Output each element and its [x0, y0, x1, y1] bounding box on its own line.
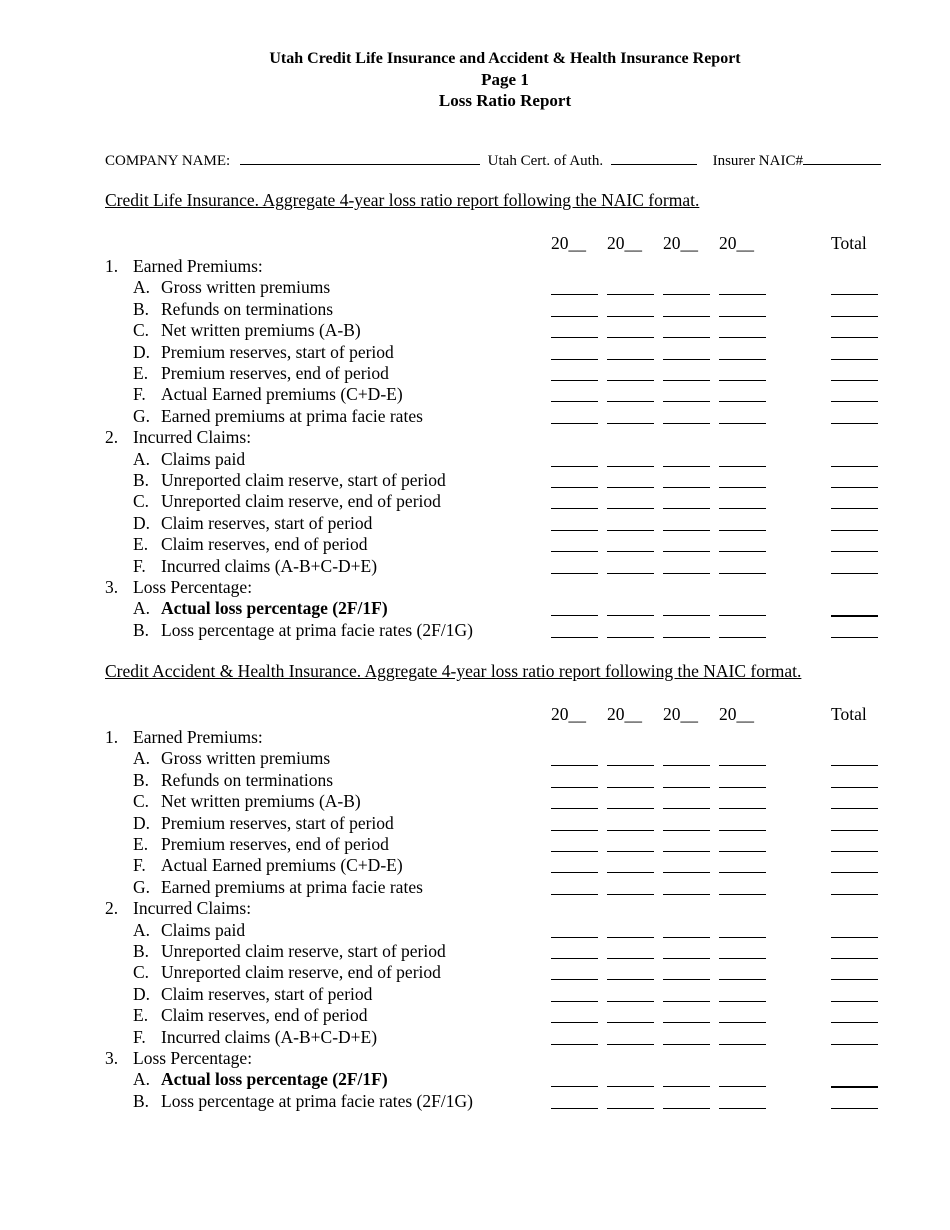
total-value-blank[interactable]	[831, 359, 878, 360]
line-item-letter: A.	[133, 1069, 151, 1090]
year-value-blank[interactable]	[663, 401, 710, 402]
line-item-row	[0, 791, 950, 813]
report-page-number: Page 1	[481, 70, 529, 89]
line-item-letter: A.	[133, 448, 151, 469]
line-item-letter: A.	[133, 598, 151, 619]
group-row	[0, 1048, 950, 1070]
year-value-blank[interactable]	[663, 487, 710, 488]
year-value-blank[interactable]	[607, 894, 654, 895]
year-value-blank[interactable]	[551, 573, 598, 574]
group-number: 3.	[105, 1048, 119, 1068]
line-item-letter: E.	[133, 363, 149, 383]
total-value-blank[interactable]	[831, 765, 878, 766]
year-value-blank[interactable]	[551, 551, 598, 552]
group-number: 2.	[105, 898, 119, 919]
year-value-blank[interactable]	[607, 487, 654, 488]
year-value-blank[interactable]	[719, 337, 766, 338]
year-value-blank[interactable]	[551, 894, 598, 895]
total-value-blank[interactable]	[831, 573, 878, 574]
line-item-row	[0, 1091, 950, 1113]
total-value-blank[interactable]	[831, 530, 878, 531]
line-item-row	[0, 984, 950, 1006]
year-value-blank[interactable]	[551, 1022, 598, 1023]
line-item-row	[0, 491, 950, 513]
line-item-label: Earned premiums at prima facie rates	[161, 405, 423, 426]
group-label: Earned Premiums:	[133, 727, 263, 747]
year-value-blank[interactable]	[719, 787, 766, 788]
total-value-blank[interactable]	[831, 830, 878, 831]
year-value-blank[interactable]	[551, 615, 598, 616]
company-name-field[interactable]	[240, 152, 480, 165]
line-item-letter: A.	[133, 919, 151, 940]
year-value-blank[interactable]	[719, 551, 766, 552]
line-item-letter: F.	[133, 855, 146, 876]
total-value-blank[interactable]	[831, 551, 878, 552]
line-item-row	[0, 320, 950, 342]
line-item-row	[0, 962, 950, 984]
year-value-blank[interactable]	[551, 979, 598, 980]
year-column-header: 20__	[663, 233, 698, 253]
total-value-blank[interactable]	[831, 466, 878, 467]
year-value-blank[interactable]	[663, 1108, 710, 1109]
line-item-row	[0, 384, 950, 406]
year-value-blank[interactable]	[719, 359, 766, 360]
year-value-blank[interactable]	[551, 1108, 598, 1109]
year-value-blank[interactable]	[663, 337, 710, 338]
year-value-blank[interactable]	[607, 508, 654, 509]
line-item-row	[0, 363, 950, 385]
line-item-label: Actual loss percentage (2F/1F)	[161, 598, 388, 619]
line-item-row	[0, 598, 950, 620]
line-item-letter: C.	[133, 962, 150, 983]
line-item-letter: A.	[133, 277, 151, 298]
line-item-letter: B.	[133, 619, 150, 640]
total-column-header: Total	[831, 704, 867, 724]
year-value-blank[interactable]	[663, 1086, 710, 1087]
report-subtitle: Loss Ratio Report	[438, 91, 572, 110]
year-value-blank[interactable]	[663, 423, 710, 424]
total-value-blank[interactable]	[831, 979, 878, 980]
total-value-blank[interactable]	[831, 1044, 878, 1045]
year-value-blank[interactable]	[607, 380, 654, 381]
group-row	[0, 577, 950, 599]
year-value-blank[interactable]	[719, 530, 766, 531]
line-item-row	[0, 620, 950, 642]
line-item-row	[0, 299, 950, 321]
line-item-row	[0, 920, 950, 942]
year-column-header: 20__	[607, 233, 642, 253]
year-value-blank[interactable]	[551, 808, 598, 809]
total-value-blank[interactable]	[831, 401, 878, 402]
line-item-row	[0, 855, 950, 877]
year-value-blank[interactable]	[719, 423, 766, 424]
line-item-label: Claim reserves, start of period	[161, 983, 373, 1004]
group-row	[0, 427, 950, 449]
total-value-blank[interactable]	[831, 1108, 878, 1109]
year-value-blank[interactable]	[663, 359, 710, 360]
line-item-letter: D.	[133, 341, 151, 362]
cert-auth-label: Utah Cert. of Auth.	[487, 153, 604, 169]
line-item-row	[0, 941, 950, 963]
year-value-blank[interactable]	[719, 615, 766, 616]
year-column-header: 20__	[719, 233, 754, 253]
line-item-label: Claims paid	[161, 919, 246, 940]
year-value-blank[interactable]	[719, 294, 766, 295]
year-value-blank[interactable]	[663, 872, 710, 873]
year-value-blank[interactable]	[719, 573, 766, 574]
year-value-blank[interactable]	[551, 401, 598, 402]
total-value-blank[interactable]	[831, 851, 878, 852]
year-value-blank[interactable]	[551, 1001, 598, 1002]
line-item-label: Unreported claim reserve, start of period	[161, 941, 446, 961]
year-value-blank[interactable]	[551, 316, 598, 317]
total-value-blank[interactable]	[831, 958, 878, 959]
total-value-blank[interactable]	[831, 380, 878, 381]
total-value-blank[interactable]	[831, 1086, 878, 1088]
line-item-label: Claim reserves, end of period	[161, 534, 368, 555]
year-value-blank[interactable]	[607, 958, 654, 959]
year-value-blank[interactable]	[551, 359, 598, 360]
year-value-blank[interactable]	[551, 851, 598, 852]
year-value-blank[interactable]	[663, 508, 710, 509]
total-value-blank[interactable]	[831, 872, 878, 873]
year-value-blank[interactable]	[607, 808, 654, 809]
year-value-blank[interactable]	[663, 830, 710, 831]
year-value-blank[interactable]	[607, 1108, 654, 1109]
group-number: 2.	[105, 427, 119, 448]
year-value-blank[interactable]	[663, 765, 710, 766]
year-value-blank[interactable]	[663, 294, 710, 295]
year-value-blank[interactable]	[607, 1022, 654, 1023]
year-value-blank[interactable]	[607, 787, 654, 788]
year-value-blank[interactable]	[607, 979, 654, 980]
total-column-header: Total	[831, 233, 867, 253]
group-number: 1.	[105, 256, 119, 276]
year-value-blank[interactable]	[719, 851, 766, 852]
line-item-label: Unreported claim reserve, end of period	[161, 962, 441, 983]
year-column-headers	[0, 233, 950, 255]
company-name-label: COMPANY NAME:	[105, 153, 231, 169]
line-item-letter: D.	[133, 512, 151, 533]
line-item-label: Unreported claim reserve, start of period	[161, 470, 446, 490]
year-value-blank[interactable]	[551, 787, 598, 788]
year-value-blank[interactable]	[607, 423, 654, 424]
year-value-blank[interactable]	[607, 1044, 654, 1045]
group-label: Incurred Claims:	[133, 898, 252, 919]
line-item-letter: E.	[133, 1005, 149, 1026]
line-item-letter: B.	[133, 1090, 150, 1111]
year-value-blank[interactable]	[663, 380, 710, 381]
year-value-blank[interactable]	[551, 1086, 598, 1087]
year-value-blank[interactable]	[719, 637, 766, 638]
line-item-letter: B.	[133, 941, 150, 961]
year-value-blank[interactable]	[607, 872, 654, 873]
year-value-blank[interactable]	[719, 380, 766, 381]
year-value-blank[interactable]	[551, 937, 598, 938]
year-value-blank[interactable]	[607, 637, 654, 638]
line-item-row	[0, 556, 950, 578]
year-value-blank[interactable]	[719, 316, 766, 317]
line-item-label: Premium reserves, end of period	[161, 834, 389, 854]
year-value-blank[interactable]	[719, 894, 766, 895]
total-value-blank[interactable]	[831, 508, 878, 509]
line-item-letter: D.	[133, 812, 151, 833]
year-value-blank[interactable]	[719, 508, 766, 509]
year-value-blank[interactable]	[551, 508, 598, 509]
year-value-blank[interactable]	[607, 294, 654, 295]
year-value-blank[interactable]	[551, 466, 598, 467]
year-value-blank[interactable]	[663, 573, 710, 574]
line-item-letter: D.	[133, 983, 151, 1004]
line-item-label: Premium reserves, start of period	[161, 341, 394, 362]
year-value-blank[interactable]	[551, 423, 598, 424]
line-item-letter: B.	[133, 769, 150, 790]
year-value-blank[interactable]	[663, 808, 710, 809]
line-item-row	[0, 1005, 950, 1027]
line-item-letter: G.	[133, 876, 151, 897]
year-value-blank[interactable]	[719, 872, 766, 873]
year-value-blank[interactable]	[607, 851, 654, 852]
group-row	[0, 727, 950, 749]
line-item-row	[0, 770, 950, 792]
year-value-blank[interactable]	[607, 359, 654, 360]
total-value-blank[interactable]	[831, 1001, 878, 1002]
line-item-label: Premium reserves, start of period	[161, 812, 394, 833]
year-value-blank[interactable]	[551, 830, 598, 831]
year-value-blank[interactable]	[663, 466, 710, 467]
year-value-blank[interactable]	[719, 958, 766, 959]
line-item-row	[0, 406, 950, 428]
line-item-label: Actual loss percentage (2F/1F)	[161, 1069, 388, 1090]
year-value-blank[interactable]	[607, 1001, 654, 1002]
line-item-label: Incurred claims (A-B+C-D+E)	[161, 1026, 378, 1047]
section-heading: Credit Life Insurance. Aggregate 4-year loss ratio report following the NAIC format.	[105, 190, 700, 210]
year-value-blank[interactable]	[607, 551, 654, 552]
year-value-blank[interactable]	[551, 487, 598, 488]
year-value-blank[interactable]	[719, 1022, 766, 1023]
line-item-row	[0, 1027, 950, 1049]
year-value-blank[interactable]	[551, 337, 598, 338]
year-value-blank[interactable]	[551, 530, 598, 531]
total-value-blank[interactable]	[831, 423, 878, 424]
year-value-blank[interactable]	[607, 401, 654, 402]
year-value-blank[interactable]	[663, 1001, 710, 1002]
line-item-letter: C.	[133, 791, 150, 812]
line-item-letter: B.	[133, 470, 150, 490]
line-item-letter: B.	[133, 298, 150, 319]
line-item-label: Gross written premiums	[161, 277, 331, 298]
line-item-row	[0, 877, 950, 899]
year-value-blank[interactable]	[663, 787, 710, 788]
line-item-label: Net written premiums (A-B)	[161, 791, 361, 812]
company-info-row	[105, 152, 881, 170]
year-value-blank[interactable]	[551, 380, 598, 381]
line-item-letter: E.	[133, 534, 149, 555]
line-item-label: Earned premiums at prima facie rates	[161, 876, 423, 897]
total-value-blank[interactable]	[831, 487, 878, 488]
group-label: Earned Premiums:	[133, 256, 263, 276]
year-value-blank[interactable]	[719, 808, 766, 809]
report-title-line1: Utah Credit Life Insurance and Accident & Health Insurance Report	[269, 50, 741, 67]
year-value-blank[interactable]	[551, 294, 598, 295]
year-value-blank[interactable]	[719, 1086, 766, 1087]
total-value-blank[interactable]	[831, 337, 878, 338]
year-value-blank[interactable]	[663, 851, 710, 852]
year-value-blank[interactable]	[663, 979, 710, 980]
year-value-blank[interactable]	[663, 615, 710, 616]
year-value-blank[interactable]	[663, 937, 710, 938]
report-title	[0, 48, 950, 111]
line-item-letter: F.	[133, 555, 146, 576]
line-item-row	[0, 277, 950, 299]
line-item-row	[0, 470, 950, 492]
year-value-blank[interactable]	[719, 1108, 766, 1109]
year-column-header: 20__	[719, 704, 754, 724]
year-column-header: 20__	[663, 704, 698, 724]
line-item-label: Actual Earned premiums (C+D-E)	[161, 855, 403, 876]
year-value-blank[interactable]	[551, 765, 598, 766]
line-item-row	[0, 1069, 950, 1091]
group-label: Loss Percentage:	[133, 577, 253, 597]
year-value-blank[interactable]	[551, 958, 598, 959]
year-value-blank[interactable]	[551, 872, 598, 873]
line-item-label: Refunds on terminations	[161, 298, 334, 319]
line-item-letter: F.	[133, 384, 146, 405]
total-value-blank[interactable]	[831, 787, 878, 788]
year-value-blank[interactable]	[719, 765, 766, 766]
line-item-letter: C.	[133, 320, 150, 341]
year-column-header: 20__	[551, 704, 586, 724]
year-value-blank[interactable]	[719, 830, 766, 831]
year-column-header: 20__	[551, 233, 586, 253]
insurer-naic-field[interactable]	[803, 152, 881, 165]
line-item-label: Claims paid	[161, 448, 246, 469]
total-value-blank[interactable]	[831, 1022, 878, 1023]
line-item-label: Premium reserves, end of period	[161, 363, 389, 383]
line-item-row	[0, 534, 950, 556]
year-value-blank[interactable]	[719, 1044, 766, 1045]
group-number: 1.	[105, 727, 119, 747]
year-value-blank[interactable]	[663, 1044, 710, 1045]
group-row	[0, 898, 950, 920]
year-column-headers	[0, 704, 950, 726]
year-value-blank[interactable]	[719, 466, 766, 467]
year-value-blank[interactable]	[719, 487, 766, 488]
year-value-blank[interactable]	[607, 573, 654, 574]
total-value-blank[interactable]	[831, 637, 878, 638]
line-item-row	[0, 513, 950, 535]
total-value-blank[interactable]	[831, 615, 878, 617]
line-item-label: Claim reserves, start of period	[161, 512, 373, 533]
year-value-blank[interactable]	[607, 615, 654, 616]
line-item-row	[0, 342, 950, 364]
year-value-blank[interactable]	[607, 1086, 654, 1087]
year-value-blank[interactable]	[607, 466, 654, 467]
year-value-blank[interactable]	[607, 337, 654, 338]
line-item-label: Loss percentage at prima facie rates (2F/1G)	[161, 1090, 473, 1111]
year-value-blank[interactable]	[719, 979, 766, 980]
group-label: Incurred Claims:	[133, 427, 252, 448]
group-row	[0, 256, 950, 278]
line-item-letter: A.	[133, 748, 151, 769]
line-item-label: Claim reserves, end of period	[161, 1005, 368, 1026]
line-item-label: Actual Earned premiums (C+D-E)	[161, 384, 403, 405]
total-value-blank[interactable]	[831, 937, 878, 938]
year-value-blank[interactable]	[607, 830, 654, 831]
year-value-blank[interactable]	[607, 765, 654, 766]
year-value-blank[interactable]	[607, 937, 654, 938]
year-value-blank[interactable]	[551, 637, 598, 638]
line-item-row	[0, 748, 950, 770]
line-item-letter: F.	[133, 1026, 146, 1047]
group-number: 3.	[105, 577, 119, 597]
line-item-letter: E.	[133, 834, 149, 854]
year-value-blank[interactable]	[663, 551, 710, 552]
year-value-blank[interactable]	[663, 530, 710, 531]
line-item-letter: G.	[133, 405, 151, 426]
line-item-label: Net written premiums (A-B)	[161, 320, 361, 341]
line-item-label: Refunds on terminations	[161, 769, 334, 790]
line-item-row	[0, 834, 950, 856]
line-item-label: Unreported claim reserve, end of period	[161, 491, 441, 512]
line-item-label: Gross written premiums	[161, 748, 331, 769]
year-value-blank[interactable]	[663, 1022, 710, 1023]
line-item-row	[0, 449, 950, 471]
year-value-blank[interactable]	[663, 316, 710, 317]
insurer-naic-label: Insurer NAIC#	[712, 153, 803, 169]
total-value-blank[interactable]	[831, 294, 878, 295]
cert-auth-field[interactable]	[611, 152, 697, 165]
year-column-header: 20__	[607, 704, 642, 724]
line-item-label: Incurred claims (A-B+C-D+E)	[161, 555, 378, 576]
group-label: Loss Percentage:	[133, 1048, 253, 1068]
line-item-row	[0, 813, 950, 835]
total-value-blank[interactable]	[831, 316, 878, 317]
section-heading: Credit Accident & Health Insurance. Aggregate 4-year loss ratio report following the NAIC format.	[105, 661, 802, 681]
total-value-blank[interactable]	[831, 894, 878, 895]
year-value-blank[interactable]	[663, 958, 710, 959]
year-value-blank[interactable]	[607, 530, 654, 531]
year-value-blank[interactable]	[663, 894, 710, 895]
year-value-blank[interactable]	[663, 637, 710, 638]
line-item-label: Loss percentage at prima facie rates (2F/1G)	[161, 619, 473, 640]
year-value-blank[interactable]	[607, 316, 654, 317]
total-value-blank[interactable]	[831, 808, 878, 809]
line-item-letter: C.	[133, 491, 150, 512]
year-value-blank[interactable]	[719, 401, 766, 402]
year-value-blank[interactable]	[719, 937, 766, 938]
year-value-blank[interactable]	[719, 1001, 766, 1002]
year-value-blank[interactable]	[551, 1044, 598, 1045]
